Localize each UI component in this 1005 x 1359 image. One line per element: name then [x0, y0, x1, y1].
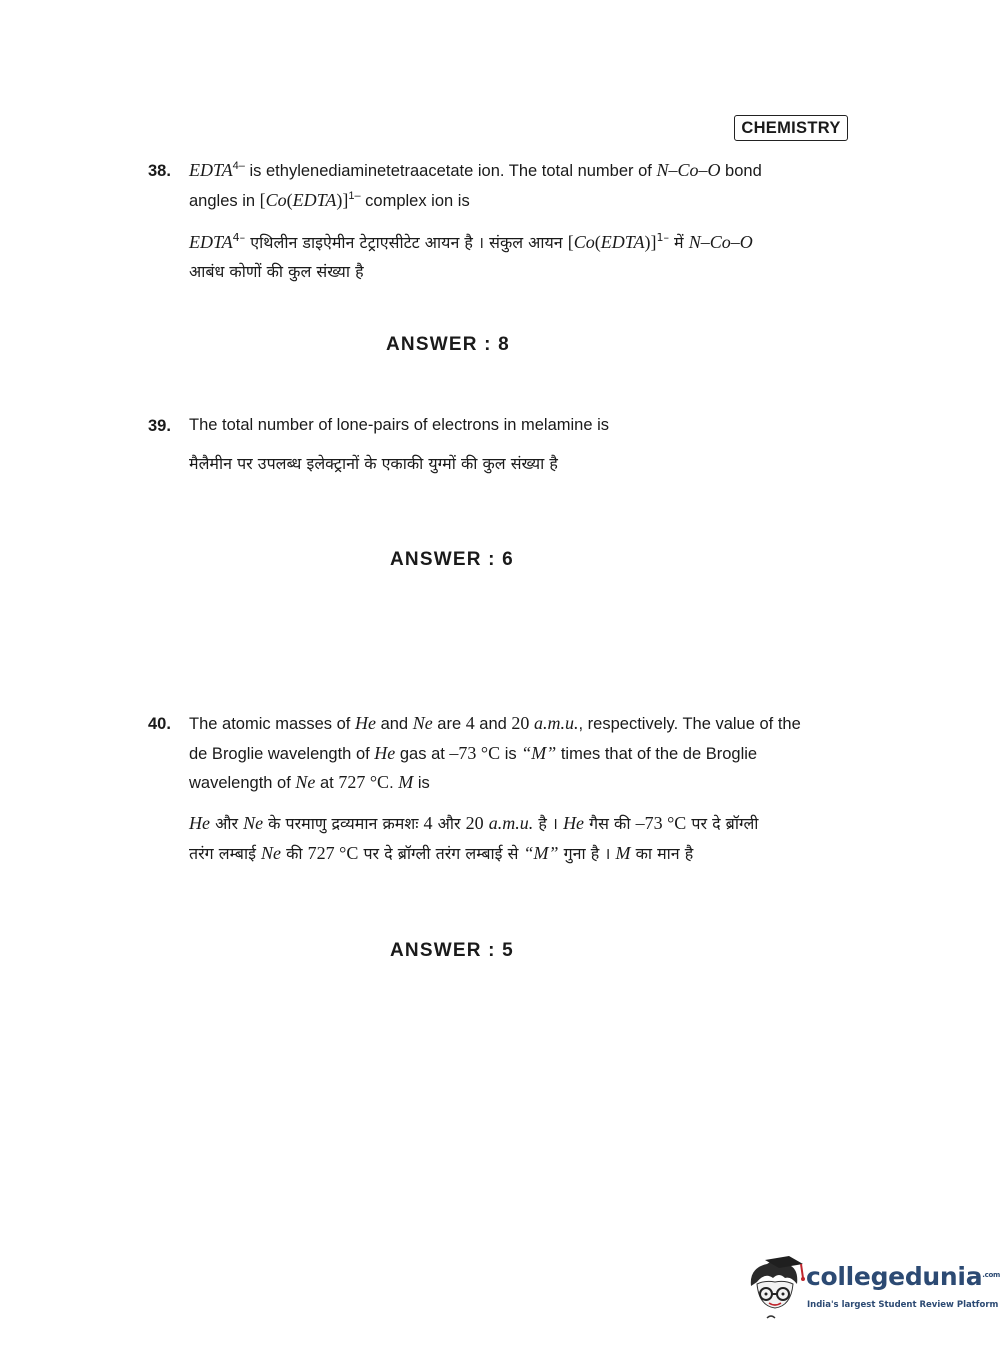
q38-english-line-2: angles in [Co(EDTA)]$^{1-}$ complex ion is [189, 190, 470, 210]
answer-40: ANSWER : 5 [390, 940, 514, 961]
q39-hindi: मैलैमीन पर उपलब्ध इलेक्ट्रानों के एकाकी युग्मों की कुल संख्या है [189, 454, 558, 473]
q40-hindi-line-1: He और Ne के परमाणु द्रव्यमान क्रमशः 4 और 20 a.m.u. है । He गैस की –73 °C पर दे ब्रॉग्ली [189, 813, 759, 833]
question-number-38: 38. [148, 162, 171, 180]
q40-hindi-line-2: तरंग लम्बाई Ne की 727 °C पर दे ब्रॉग्ली तरंग लम्बाई से “M” गुना है । M का मान है [189, 843, 694, 863]
q40-english-line-2: de Broglie wavelength of He gas at –73 °C is “M” times that of the de Broglie [189, 743, 758, 763]
q40-english-line-1: The atomic masses of He and Ne are 4 and 20 a.m.u., respectively. The value of the [189, 713, 801, 733]
q38-hindi-line-2: आबंध कोणों की कुल संख्या है [189, 262, 364, 281]
collegedunia-logo [745, 1256, 1000, 1326]
q38-hindi-line-1: $EDTA^{4-}$ एथिलीन डाइऐमीन टेट्राएसीटेट आयन है । संकुल आयन [Co(EDTA)]$^{1-}$ में N–Co–O [189, 231, 753, 252]
answer-38: ANSWER : 8 [386, 334, 510, 355]
logo-wordmark: collegedunia$^{.com}$ [806, 1262, 1000, 1291]
question-number-40: 40. [148, 715, 171, 733]
logo-tagline: India's largest Student Review Platform [807, 1300, 999, 1310]
q39-english: The total number of lone-pairs of electrons in melamine is [189, 416, 610, 434]
subject-badge: CHEMISTRY [734, 115, 848, 141]
q40-english-line-3: wavelength of Ne at 727 °C. M is [189, 772, 430, 792]
q38-english-line-1: $EDTA^{4-}$ is ethylenediaminetetraacetate ion. The total number of N–Co–O bond [189, 160, 762, 180]
question-number-39: 39. [148, 417, 171, 435]
answer-39: ANSWER : 6 [390, 549, 514, 570]
mascot-icon [745, 1256, 807, 1326]
